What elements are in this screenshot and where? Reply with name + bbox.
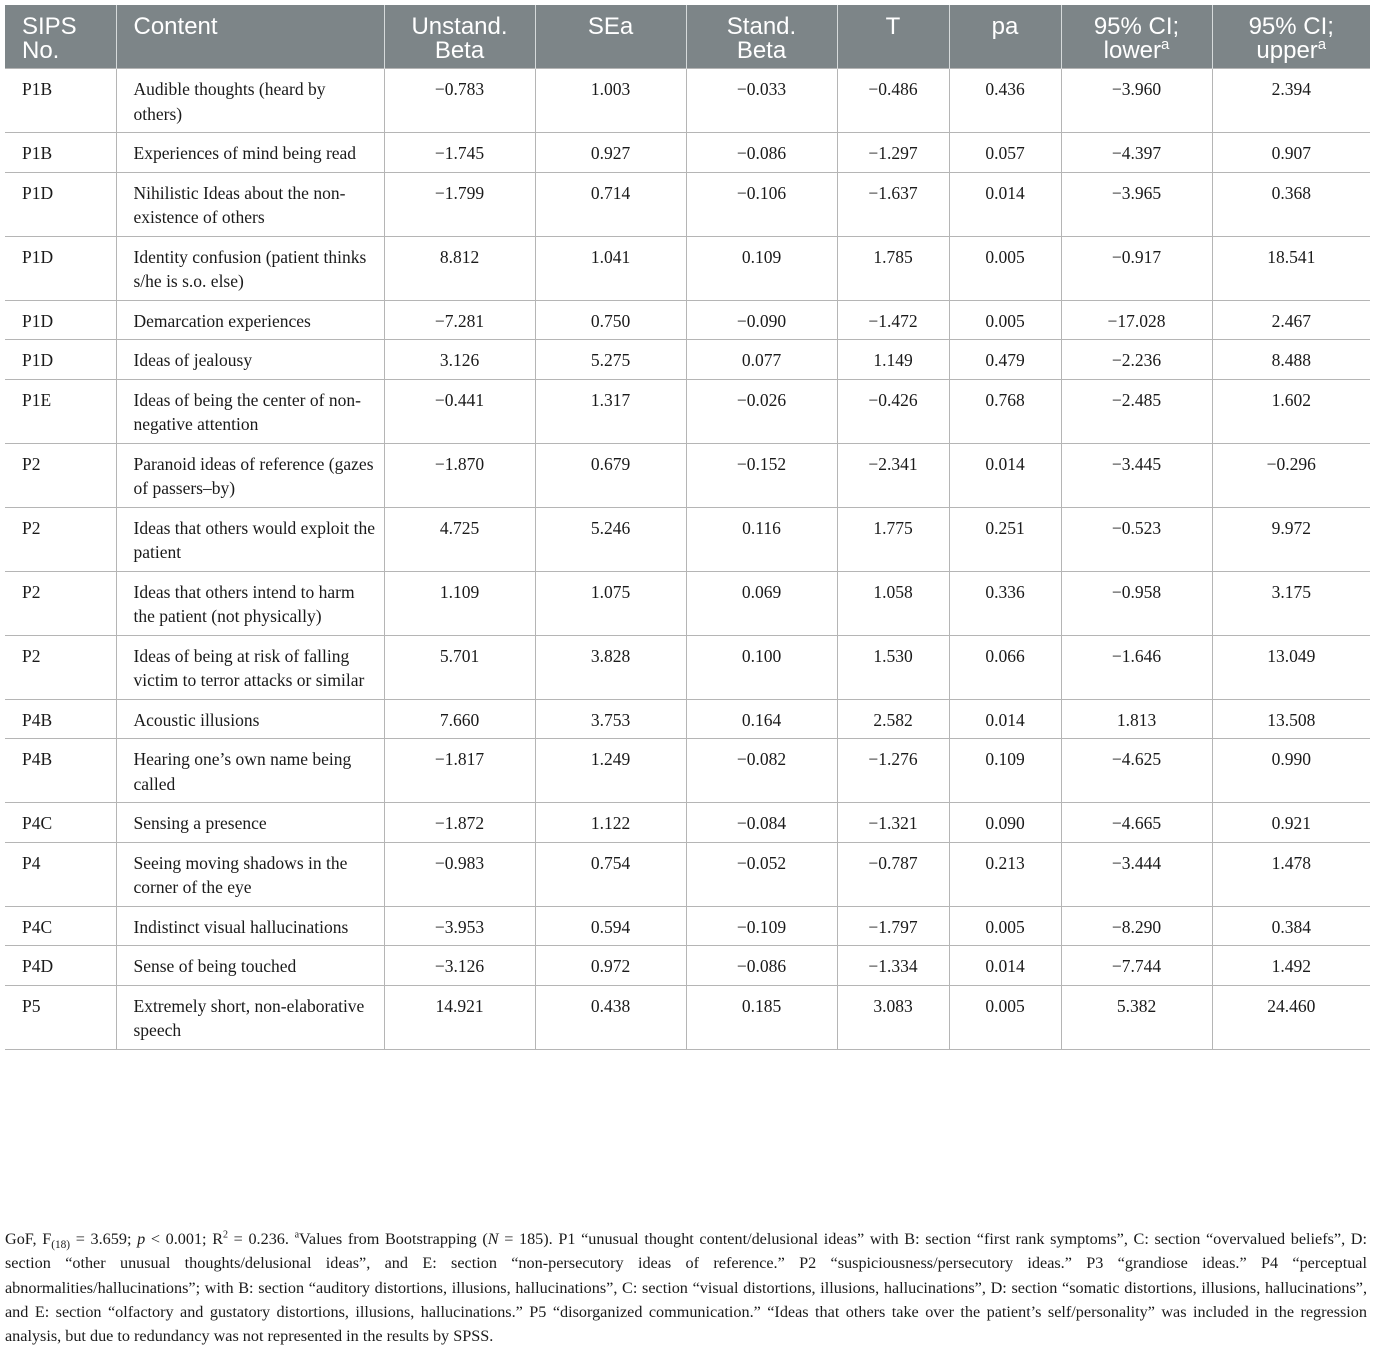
ci-upper-cell: 0.921 <box>1212 803 1370 843</box>
t-cell: −0.486 <box>837 69 949 133</box>
ci-upper-cell: 3.175 <box>1212 571 1370 635</box>
stand-beta-cell: −0.106 <box>686 172 837 236</box>
unstand-beta-cell: −0.441 <box>384 379 535 443</box>
unstand-beta-cell: 4.725 <box>384 507 535 571</box>
se-cell: 3.828 <box>535 635 686 699</box>
stand-beta-cell: −0.152 <box>686 443 837 507</box>
header-p-line1: pa <box>991 13 1019 40</box>
t-cell: −1.637 <box>837 172 949 236</box>
ci-upper-cell: 18.541 <box>1212 236 1370 300</box>
ci-lower-cell: −0.523 <box>1061 507 1212 571</box>
p-cell: 0.014 <box>949 699 1061 739</box>
header-unstand-beta-line1: Unstand. <box>411 13 508 40</box>
se-cell: 0.972 <box>535 946 686 986</box>
t-cell: −1.334 <box>837 946 949 986</box>
unstand-beta-cell: −0.783 <box>384 69 535 133</box>
ci-upper-cell: 8.488 <box>1212 340 1370 380</box>
sips-cell: P4C <box>5 803 116 843</box>
content-cell: Seeing moving shadows in the corner of the eye <box>116 842 384 906</box>
p-cell: 0.109 <box>949 739 1061 803</box>
p-cell: 0.436 <box>949 69 1061 133</box>
content-cell: Hearing one’s own name being called <box>116 739 384 803</box>
ci-lower-cell: −7.744 <box>1061 946 1212 986</box>
se-cell: 0.714 <box>535 172 686 236</box>
sips-cell: P4D <box>5 946 116 986</box>
p-cell: 0.066 <box>949 635 1061 699</box>
t-cell: −1.797 <box>837 906 949 946</box>
ci-lower-cell: −3.444 <box>1061 842 1212 906</box>
stand-beta-cell: 0.116 <box>686 507 837 571</box>
se-cell: 5.246 <box>535 507 686 571</box>
table-row <box>5 236 1370 300</box>
unstand-beta-cell: 1.109 <box>384 571 535 635</box>
content-cell: Ideas of being the center of non-negative attention <box>116 379 384 443</box>
stand-beta-cell: −0.086 <box>686 946 837 986</box>
ci-lower-cell: −3.965 <box>1061 172 1212 236</box>
sips-cell: P2 <box>5 571 116 635</box>
se-cell: 0.438 <box>535 985 686 1049</box>
gof-subscript: (18) <box>51 1239 71 1252</box>
stand-beta-cell: 0.164 <box>686 699 837 739</box>
header-content <box>116 5 384 69</box>
ci-upper-cell: 0.384 <box>1212 906 1370 946</box>
stand-beta-cell: 0.100 <box>686 635 837 699</box>
unstand-beta-cell: 7.660 <box>384 699 535 739</box>
ci-lower-cell: −4.625 <box>1061 739 1212 803</box>
se-cell: 0.679 <box>535 443 686 507</box>
content-cell: Ideas that others intend to harm the patient (not physically) <box>116 571 384 635</box>
ci-lower-cell: −4.665 <box>1061 803 1212 843</box>
regression-table <box>5 5 1370 1050</box>
table-row <box>5 635 1370 699</box>
table-body <box>5 69 1370 1050</box>
table-row <box>5 571 1370 635</box>
header-ci-lower-line2: lower <box>1103 37 1162 64</box>
header-ci-upper <box>1212 5 1370 69</box>
content-cell: Paranoid ideas of reference (gazes of passers–by) <box>116 443 384 507</box>
header-se-line1: SEa <box>587 13 634 40</box>
stand-beta-cell: −0.082 <box>686 739 837 803</box>
unstand-beta-cell: −1.872 <box>384 803 535 843</box>
se-cell: 1.249 <box>535 739 686 803</box>
se-cell: 1.317 <box>535 379 686 443</box>
unstand-beta-cell: −3.126 <box>384 946 535 986</box>
t-cell: −2.341 <box>837 443 949 507</box>
p-cell: 0.213 <box>949 842 1061 906</box>
p-cell: 0.005 <box>949 906 1061 946</box>
t-cell: 1.785 <box>837 236 949 300</box>
t-cell: 1.775 <box>837 507 949 571</box>
table-row <box>5 739 1370 803</box>
p-cell: 0.005 <box>949 236 1061 300</box>
table-row <box>5 946 1370 986</box>
table-row <box>5 803 1370 843</box>
ci-upper-cell: 13.508 <box>1212 699 1370 739</box>
table-footnote <box>5 1227 1367 1348</box>
ci-upper-cell: 2.394 <box>1212 69 1370 133</box>
ci-lower-cell: −1.646 <box>1061 635 1212 699</box>
t-cell: −1.276 <box>837 739 949 803</box>
ci-upper-cell: 0.907 <box>1212 133 1370 173</box>
header-ci-lower <box>1061 5 1212 69</box>
se-cell: 0.750 <box>535 300 686 340</box>
ci-lower-cell: 1.813 <box>1061 699 1212 739</box>
p-cell: 0.014 <box>949 172 1061 236</box>
header-unstand-beta <box>384 5 535 69</box>
header-stand-beta <box>686 5 837 69</box>
unstand-beta-cell: −1.799 <box>384 172 535 236</box>
p-cell: 0.014 <box>949 443 1061 507</box>
p-cell: 0.005 <box>949 985 1061 1049</box>
header-t-line1: T <box>885 13 901 40</box>
sips-cell: P1D <box>5 300 116 340</box>
table-row <box>5 300 1370 340</box>
sips-cell: P2 <box>5 635 116 699</box>
content-cell: Nihilistic Ideas about the non-existence of others <box>116 172 384 236</box>
ci-upper-cell: 24.460 <box>1212 985 1370 1049</box>
bootstrap-label: Values from Bootstrapping ( <box>299 1230 488 1248</box>
n-label: N <box>487 1230 499 1248</box>
se-cell: 0.927 <box>535 133 686 173</box>
t-cell: −0.787 <box>837 842 949 906</box>
stand-beta-cell: 0.109 <box>686 236 837 300</box>
unstand-beta-cell: −1.745 <box>384 133 535 173</box>
t-cell: −1.297 <box>837 133 949 173</box>
p-cell: 0.005 <box>949 300 1061 340</box>
header-ci-upper-line2: upper <box>1256 37 1318 64</box>
unstand-beta-cell: 14.921 <box>384 985 535 1049</box>
se-cell: 3.753 <box>535 699 686 739</box>
table-row <box>5 379 1370 443</box>
content-cell: Indistinct visual hallucinations <box>116 906 384 946</box>
se-cell: 1.003 <box>535 69 686 133</box>
sips-cell: P4B <box>5 699 116 739</box>
header-ci-upper-superscript: a <box>1317 37 1327 53</box>
ci-lower-cell: −17.028 <box>1061 300 1212 340</box>
header-row <box>5 5 1370 69</box>
r-value: = 0.236. <box>228 1230 295 1248</box>
p-label: p <box>137 1230 146 1248</box>
ci-lower-cell: −8.290 <box>1061 906 1212 946</box>
p-cell: 0.057 <box>949 133 1061 173</box>
sips-cell: P4 <box>5 842 116 906</box>
p-value: < 0.001; R <box>145 1230 223 1248</box>
t-cell: −1.321 <box>837 803 949 843</box>
ci-lower-cell: −0.958 <box>1061 571 1212 635</box>
header-content-line1: Content <box>133 13 218 40</box>
sips-cell: P1B <box>5 69 116 133</box>
t-cell: 3.083 <box>837 985 949 1049</box>
gof-label: GoF, F <box>5 1230 52 1248</box>
ci-upper-cell: 9.972 <box>1212 507 1370 571</box>
table-row <box>5 906 1370 946</box>
a-superscript: a <box>294 1229 300 1241</box>
ci-lower-cell: −2.236 <box>1061 340 1212 380</box>
ci-upper-cell: 13.049 <box>1212 635 1370 699</box>
t-cell: −0.426 <box>837 379 949 443</box>
header-ci-upper-line1: 95% CI; <box>1248 13 1334 40</box>
unstand-beta-cell: −1.870 <box>384 443 535 507</box>
sips-cell: P2 <box>5 443 116 507</box>
header-p <box>949 5 1061 69</box>
ci-lower-cell: −0.917 <box>1061 236 1212 300</box>
content-cell: Sensing a presence <box>116 803 384 843</box>
ci-upper-cell: 1.478 <box>1212 842 1370 906</box>
header-ci-lower-line1: 95% CI; <box>1093 13 1180 40</box>
stand-beta-cell: −0.026 <box>686 379 837 443</box>
sips-cell: P1B <box>5 133 116 173</box>
stand-beta-cell: −0.090 <box>686 300 837 340</box>
content-cell: Experiences of mind being read <box>116 133 384 173</box>
unstand-beta-cell: −0.983 <box>384 842 535 906</box>
header-unstand-beta-line2: Beta <box>434 37 485 64</box>
se-cell: 1.075 <box>535 571 686 635</box>
unstand-beta-cell: −7.281 <box>384 300 535 340</box>
header-ci-lower-superscript: a <box>1161 37 1170 53</box>
table-row <box>5 443 1370 507</box>
sips-cell: P1D <box>5 340 116 380</box>
table-row <box>5 507 1370 571</box>
stand-beta-cell: −0.084 <box>686 803 837 843</box>
unstand-beta-cell: 3.126 <box>384 340 535 380</box>
t-cell: 1.530 <box>837 635 949 699</box>
bootstrap-value: = 185). <box>498 1230 553 1248</box>
stand-beta-cell: −0.033 <box>686 69 837 133</box>
t-cell: 1.149 <box>837 340 949 380</box>
r-superscript: 2 <box>223 1229 229 1241</box>
ci-lower-cell: 5.382 <box>1061 985 1212 1049</box>
t-cell: −1.472 <box>837 300 949 340</box>
header-sips <box>5 5 116 69</box>
t-cell: 1.058 <box>837 571 949 635</box>
ci-upper-cell: 0.368 <box>1212 172 1370 236</box>
header-stand-beta-line1: Stand. <box>726 13 797 40</box>
p-cell: 0.479 <box>949 340 1061 380</box>
ci-upper-cell: 1.602 <box>1212 379 1370 443</box>
unstand-beta-cell: −1.817 <box>384 739 535 803</box>
ci-lower-cell: −3.960 <box>1061 69 1212 133</box>
header-sips-line2: No. <box>22 37 60 64</box>
table-row <box>5 842 1370 906</box>
stand-beta-cell: −0.052 <box>686 842 837 906</box>
content-cell: Extremely short, non-elaborative speech <box>116 985 384 1049</box>
sips-cell: P1D <box>5 236 116 300</box>
footnote-body: P1 “unusual thought content/delusional ideas” with B: section “first rank symptoms”, C: section “overvalued beliefs”, D: section “other unusual thoughts/delusional ideas”, and E: section “non-persecutory ideas of reference.” P2 “suspiciousness/persecutory ideas.” P3 “grandiose ideas.” P4 “perceptual abnormalities/hallucinations”; with B: section “auditory distortions, illusions, hallucinations”, C: section “visual distortions, illusions, hallucinations”, D: section “somatic distortions, illusions, hallucinations”, and E: section “olfactory and gustatory distortions, illusions, hallucinations.” P5 “disorganized communication.” “Ideas that others take over the patient’s self/personality” was included in the regression analysis, but due to redundancy was not represented in the results by SPSS. <box>5 1230 1367 1346</box>
ci-lower-cell: −2.485 <box>1061 379 1212 443</box>
stand-beta-cell: −0.109 <box>686 906 837 946</box>
sips-cell: P4C <box>5 906 116 946</box>
ci-upper-cell: 1.492 <box>1212 946 1370 986</box>
ci-upper-cell: 0.990 <box>1212 739 1370 803</box>
table-row <box>5 172 1370 236</box>
gof-value: = 3.659; <box>70 1230 138 1248</box>
p-cell: 0.251 <box>949 507 1061 571</box>
content-cell: Identity confusion (patient thinks s/he is s.o. else) <box>116 236 384 300</box>
ci-lower-cell: −3.445 <box>1061 443 1212 507</box>
table-row <box>5 985 1370 1049</box>
sips-cell: P4B <box>5 739 116 803</box>
sips-cell: P5 <box>5 985 116 1049</box>
se-cell: 1.122 <box>535 803 686 843</box>
content-cell: Acoustic illusions <box>116 699 384 739</box>
table-row <box>5 340 1370 380</box>
stand-beta-cell: 0.185 <box>686 985 837 1049</box>
table-row <box>5 69 1370 133</box>
unstand-beta-cell: −3.953 <box>384 906 535 946</box>
content-cell: Audible thoughts (heard by others) <box>116 69 384 133</box>
content-cell: Ideas of being at risk of falling victim to terror attacks or similar <box>116 635 384 699</box>
header-sips-line1: SIPS <box>22 13 77 40</box>
se-cell: 0.754 <box>535 842 686 906</box>
se-cell: 1.041 <box>535 236 686 300</box>
ci-upper-cell: 2.467 <box>1212 300 1370 340</box>
content-cell: Sense of being touched <box>116 946 384 986</box>
header-se <box>535 5 686 69</box>
header-stand-beta-line2: Beta <box>736 37 787 64</box>
ci-lower-cell: −4.397 <box>1061 133 1212 173</box>
p-cell: 0.090 <box>949 803 1061 843</box>
header-t <box>837 5 949 69</box>
se-cell: 0.594 <box>535 906 686 946</box>
stand-beta-cell: 0.077 <box>686 340 837 380</box>
sips-cell: P1D <box>5 172 116 236</box>
p-cell: 0.014 <box>949 946 1061 986</box>
stand-beta-cell: −0.086 <box>686 133 837 173</box>
p-cell: 0.768 <box>949 379 1061 443</box>
table-row <box>5 133 1370 173</box>
sips-cell: P2 <box>5 507 116 571</box>
content-cell: Ideas of jealousy <box>116 340 384 380</box>
unstand-beta-cell: 5.701 <box>384 635 535 699</box>
sips-cell: P1E <box>5 379 116 443</box>
t-cell: 2.582 <box>837 699 949 739</box>
ci-upper-cell: −0.296 <box>1212 443 1370 507</box>
p-cell: 0.336 <box>949 571 1061 635</box>
stand-beta-cell: 0.069 <box>686 571 837 635</box>
table-row <box>5 699 1370 739</box>
content-cell: Demarcation experiences <box>116 300 384 340</box>
content-cell: Ideas that others would exploit the patient <box>116 507 384 571</box>
se-cell: 5.275 <box>535 340 686 380</box>
unstand-beta-cell: 8.812 <box>384 236 535 300</box>
